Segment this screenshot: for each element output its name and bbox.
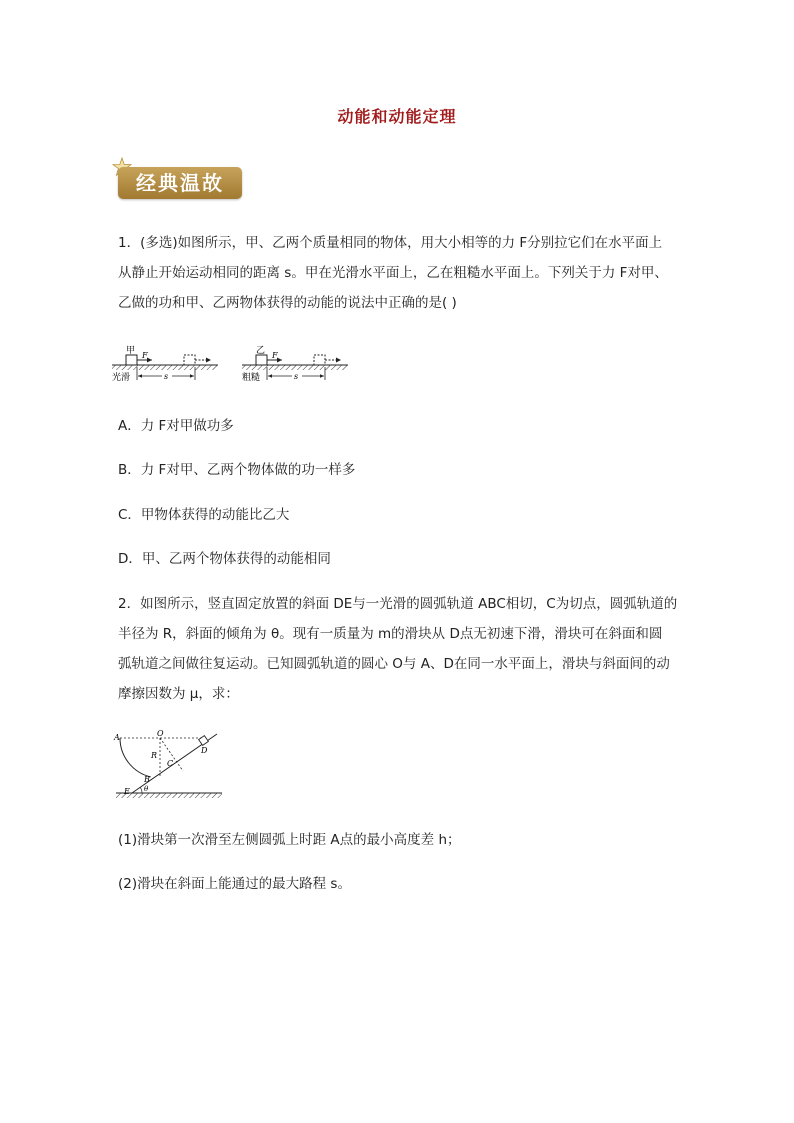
block-label: 甲 (126, 346, 136, 356)
question-2-sub-1: (1)滑块第一次滑至左侧圆弧上时距 A点的最小高度差 h； (118, 832, 461, 848)
question-2-line: 半径为 R，斜面的倾角为 θ。现有一质量为 m的滑块从 D点无初速下滑，滑块可在斜面和圆 (118, 626, 663, 642)
question-2-line: 摩擦因数为 μ，求： (118, 686, 239, 702)
force-label: F (272, 351, 278, 360)
block-label: 乙 (256, 346, 266, 356)
question-1-line: 乙做的功和甲、乙两物体获得的动能的说法中正确的是( ) (118, 295, 457, 311)
question-1-line: 从静止开始运动相同的距离 s。甲在光滑水平面上，乙在粗糙水平面上。下列关于力 F对甲、 (118, 265, 668, 281)
question-1-line: 1．(多选)如图所示，甲、乙两个质量相同的物体，用大小相等的力 F分别拉它们在水平面上 (118, 235, 663, 251)
question-2-figure (112, 728, 227, 803)
point-d-label: D (201, 746, 208, 755)
radius-label: R (151, 751, 158, 760)
surface-label: 粗糙 (242, 373, 261, 383)
question-2-line: 弧轨道之间做往复运动。已知圆弧轨道的圆心 O与 A、D在同一水平面上，滑块与斜面间的动 (118, 656, 670, 672)
question-1-figure (112, 340, 357, 385)
point-e-label: E (124, 787, 130, 796)
smooth-surface-diagram (112, 345, 218, 383)
question-2-line: 2．如图所示，竖直固定放置的斜面 DE与一光滑的圆弧轨道 ABC相切，C为切点，圆弧轨道的 (118, 596, 678, 612)
distance-label: s (294, 372, 299, 381)
rough-surface-diagram (242, 345, 348, 383)
option-d: D．甲、乙两个物体获得的动能相同 (118, 551, 331, 567)
point-o-label: O (157, 729, 164, 738)
distance-label: s (164, 372, 169, 381)
force-label: F (142, 351, 148, 360)
surface-label: 光滑 (112, 373, 131, 383)
angle-theta-label: θ (144, 785, 149, 793)
question-2-sub-2: (2)滑块在斜面上能通过的最大路程 s。 (118, 876, 351, 892)
question-2-text (118, 589, 678, 709)
banner-label: 经典温故 (118, 167, 242, 199)
point-c-label: C (167, 759, 174, 768)
option-a: A．力 F对甲做功多 (118, 418, 234, 434)
option-b: B．力 F对甲、乙两个物体做的功一样多 (118, 462, 356, 478)
section-banner (112, 157, 248, 203)
option-c: C．甲物体获得的动能比乙大 (118, 507, 290, 523)
page-title: 动能和动能定理 (337, 107, 457, 126)
point-b-label: B (144, 775, 150, 784)
question-1-text (118, 228, 678, 318)
point-a-label: A (114, 733, 120, 742)
